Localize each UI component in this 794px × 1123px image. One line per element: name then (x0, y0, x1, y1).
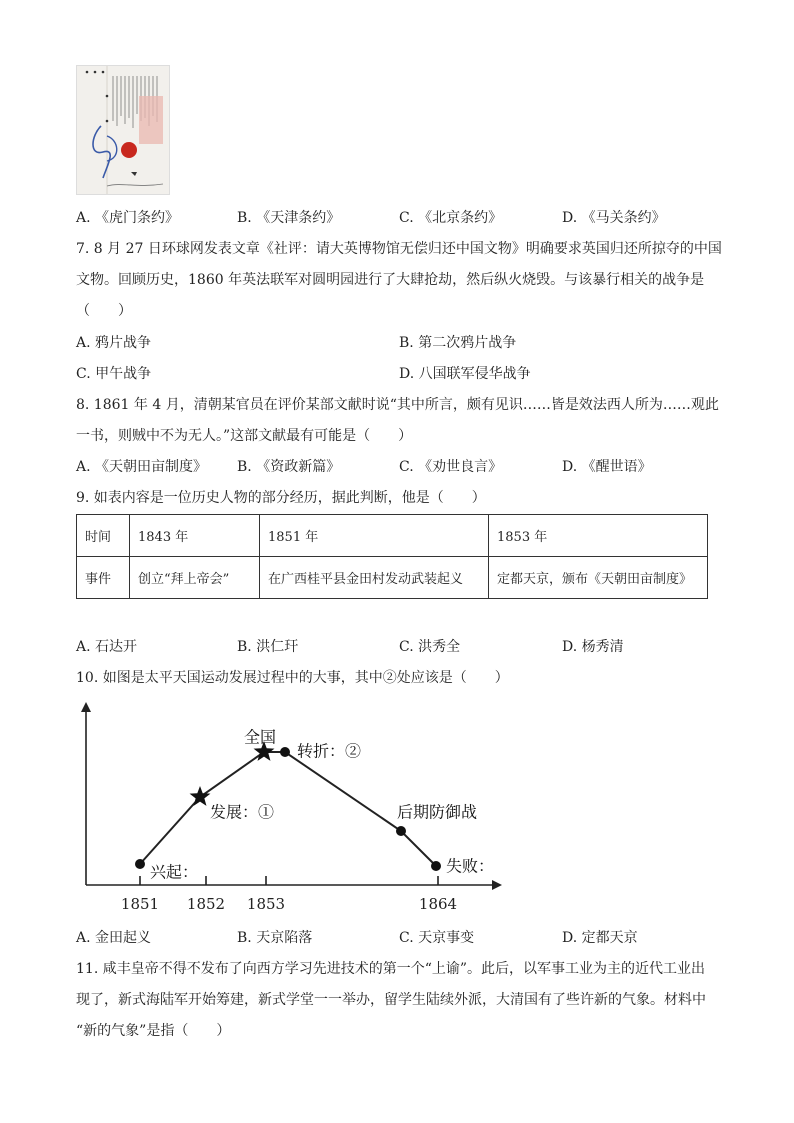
q7-stem-line-2: 文物。回顾历史，1860 年英法联军对圆明园进行了大肆抢劫，然后纵火烧毁。与该暴行相关的战争是 (76, 272, 705, 288)
q8-option-c[interactable]: C. 《劝世良言》 (399, 459, 503, 475)
treaty-document-image (76, 65, 170, 195)
q9-option-c[interactable]: C. 洪秀全 (399, 639, 461, 655)
q7-option-b[interactable]: B. 第二次鸦片战争 (399, 335, 517, 351)
point-label: 转折：② (297, 741, 362, 761)
q10-option-b[interactable]: B. 天京陷落 (237, 930, 313, 946)
table-cell: 定都天京，颁布《天朝田亩制度》 (489, 557, 708, 599)
dot-marker (135, 859, 145, 869)
dot-marker (396, 826, 406, 836)
q10-option-c[interactable]: C. 天京事变 (399, 930, 475, 946)
q6-option-c[interactable]: C. 《北京条约》 (399, 210, 503, 226)
table-cell: 1853 年 (489, 515, 708, 557)
table-cell: 时间 (77, 515, 130, 557)
q9-option-b[interactable]: B. 洪仁玕 (237, 639, 299, 655)
q6-option-d[interactable]: D. 《马关条约》 (562, 210, 666, 226)
q9-option-a[interactable]: A. 石达开 (76, 639, 138, 655)
x-tick-label: 1852 (186, 895, 226, 913)
point-label: 兴起： (150, 862, 199, 882)
q8-option-d[interactable]: D. 《醒世语》 (562, 459, 652, 475)
q11-stem-line-2: 现了，新式海陆军开始筹建，新式学堂一一举办，留学生陆续外派，大清国有了些许新的气象。材料中 (76, 992, 706, 1008)
q8-stem-line-2: 一书，则贼中不为无人。”这部文献最有可能是（ ） (76, 428, 413, 444)
q11-stem-line-3: “新的气象”是指（ ） (76, 1023, 231, 1039)
table-cell: 事件 (77, 557, 130, 599)
x-tick-label: 1864 (418, 895, 458, 913)
x-tick-label: 1851 (120, 895, 160, 913)
table-row (77, 515, 708, 557)
point-label: 失败： (446, 856, 495, 876)
point-label: 全国 (244, 727, 277, 747)
q10-stem: 10. 如图是太平天国运动发展过程中的大事，其中②处应该是（ ） (76, 670, 509, 686)
q10-option-d[interactable]: D. 定都天京 (562, 930, 638, 946)
q6-option-b[interactable]: B. 《天津条约》 (237, 210, 341, 226)
x-tick-label: 1853 (246, 895, 286, 913)
q8-option-a[interactable]: A. 《天朝田亩制度》 (76, 459, 208, 475)
table-cell: 创立“拜上帝会” (130, 557, 260, 599)
point-label: 发展：① (210, 802, 275, 822)
q7-option-d[interactable]: D. 八国联军侵华战争 (399, 366, 531, 382)
table-cell: 1843 年 (130, 515, 260, 557)
series-line (140, 752, 436, 866)
table-cell: 1851 年 (260, 515, 489, 557)
q9-stem: 9. 如表内容是一位历史人物的部分经历，据此判断，他是（ ） (76, 490, 486, 506)
q8-option-b[interactable]: B. 《资政新篇》 (237, 459, 341, 475)
q6-option-a[interactable]: A. 《虎门条约》 (76, 210, 180, 226)
taiping-timeline-chart (70, 700, 510, 920)
q10-option-a[interactable]: A. 金田起义 (76, 930, 152, 946)
y-axis-arrow (81, 702, 91, 712)
point-label: 后期防御战 (397, 802, 478, 822)
star-marker (190, 786, 211, 806)
q7-option-c[interactable]: C. 甲午战争 (76, 366, 152, 382)
table-row (77, 557, 708, 599)
q7-option-a[interactable]: A. 鸦片战争 (76, 335, 152, 351)
table-cell: 在广西桂平县金田村发动武装起义 (260, 557, 489, 599)
dot-marker (431, 861, 441, 871)
q8-stem-line-1: 8. 1861 年 4 月，清朝某官员在评价某部文献时说“其中所言，颇有见识……皆是效法西人所为……观此 (76, 397, 719, 413)
q7-stem-line-3: （ ） (76, 303, 132, 319)
q11-stem-line-1: 11. 咸丰皇帝不得不发布了向西方学习先进技术的第一个“上谕”。此后，以军事工业为主的近代工业出 (76, 961, 706, 977)
q7-stem-line-1: 7. 8 月 27 日环球网发表文章《社评：请大英博物馆无偿归还中国文物》明确要求英国归还所掠夺的中国 (76, 241, 722, 257)
treaty-document-drawing (77, 66, 169, 194)
dot-marker (280, 747, 290, 757)
q9-option-d[interactable]: D. 杨秀清 (562, 639, 624, 655)
x-axis-arrow (492, 880, 502, 890)
q9-history-table (76, 514, 708, 599)
